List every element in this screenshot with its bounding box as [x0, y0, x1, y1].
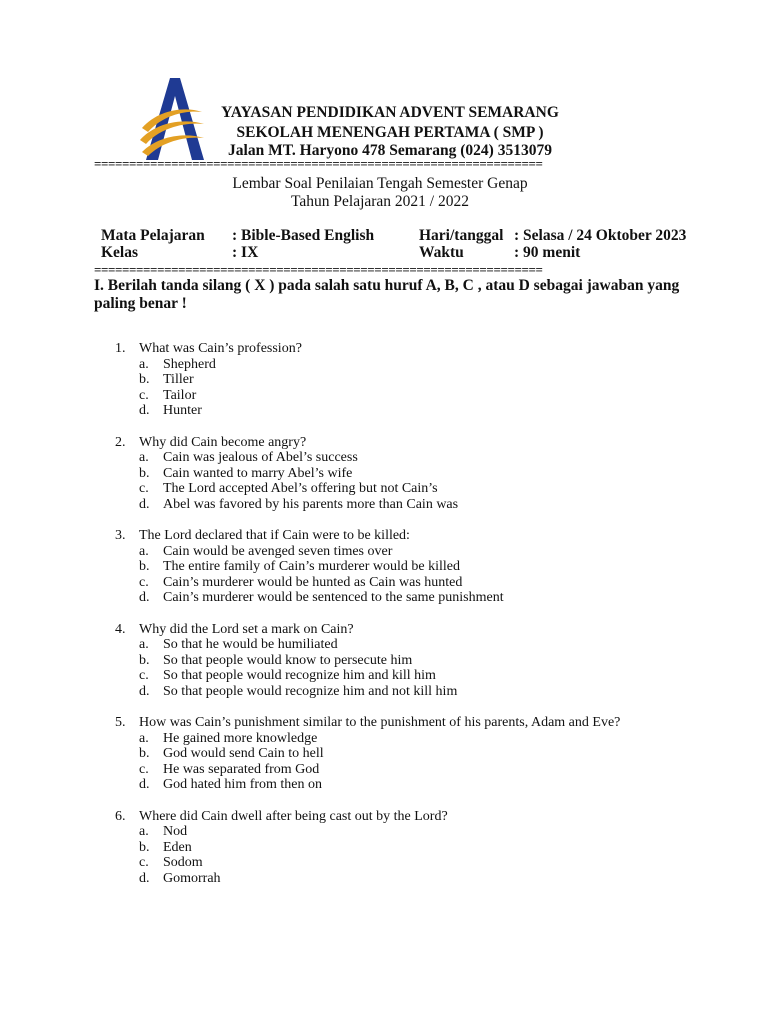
option-text: Gomorrah — [163, 870, 221, 886]
question-number: 2. — [115, 434, 126, 450]
answer-option[interactable] — [0, 450, 768, 466]
option-letter: d. — [139, 496, 150, 512]
question-item — [0, 715, 768, 793]
option-text: Cain’s murderer would be sentenced to the same punishment — [163, 590, 504, 605]
question-item — [0, 528, 768, 606]
subject-label: Mata Pelajaran — [101, 227, 205, 244]
class-value: : IX — [232, 244, 259, 261]
question-list — [0, 341, 768, 902]
answer-option[interactable] — [0, 824, 768, 840]
answer-option[interactable] — [0, 871, 768, 887]
option-letter: b. — [139, 746, 150, 761]
option-letter: c. — [139, 668, 149, 683]
answer-option[interactable] — [0, 388, 768, 404]
answer-option[interactable] — [0, 590, 768, 606]
question-number: 1. — [115, 341, 126, 356]
option-text: So that people would know to persecute him — [163, 652, 413, 668]
option-text: Tailor — [163, 387, 197, 403]
school-logo-icon — [140, 76, 206, 162]
answer-option[interactable] — [0, 637, 768, 653]
option-letter: c. — [139, 574, 149, 590]
answer-option[interactable] — [0, 466, 768, 482]
question-item — [0, 341, 768, 419]
answer-option[interactable] — [0, 684, 768, 700]
answer-option[interactable] — [0, 653, 768, 669]
option-letter: a. — [139, 730, 149, 746]
option-letter: d. — [139, 590, 150, 605]
question-number: 3. — [115, 528, 126, 543]
option-letter: a. — [139, 450, 149, 465]
foundation-name: YAYASAN PENDIDIKAN ADVENT SEMARANG — [221, 104, 559, 121]
school-name: SEKOLAH MENENGAH PERTAMA ( SMP ) — [236, 124, 544, 141]
question-text: The Lord declared that if Cain were to be killed: — [139, 528, 410, 543]
answer-option[interactable] — [0, 668, 768, 684]
answer-option[interactable] — [0, 777, 768, 793]
answer-option[interactable] — [0, 762, 768, 778]
option-text: The Lord accepted Abel’s offering but not Cain’s — [163, 481, 438, 496]
option-letter: b. — [139, 465, 150, 481]
exam-title: Lembar Soal Penilaian Tengah Semester Genap — [232, 175, 528, 192]
option-text: Cain was jealous of Abel’s success — [163, 450, 358, 465]
answer-option[interactable] — [0, 497, 768, 513]
option-text: Cain wanted to marry Abel’s wife — [163, 465, 353, 481]
date-value: : Selasa / 24 Oktober 2023 — [514, 227, 687, 244]
question-number: 6. — [115, 808, 126, 824]
option-letter: a. — [139, 637, 149, 652]
option-letter: a. — [139, 543, 149, 559]
answer-option[interactable] — [0, 559, 768, 575]
option-letter: b. — [139, 839, 150, 855]
option-text: Eden — [163, 839, 192, 855]
option-letter: d. — [139, 403, 150, 418]
time-value: : 90 menit — [514, 244, 581, 261]
question-number: 5. — [115, 715, 126, 730]
question-number: 4. — [115, 621, 126, 637]
answer-option[interactable] — [0, 855, 768, 871]
option-text: He gained more knowledge — [163, 730, 318, 746]
option-text: Cain’s murderer would be hunted as Cain was hunted — [163, 574, 463, 590]
option-letter: c. — [139, 387, 149, 403]
option-letter: b. — [139, 652, 150, 668]
option-text: Tiller — [163, 372, 194, 387]
answer-option[interactable] — [0, 544, 768, 560]
answer-option[interactable] — [0, 746, 768, 762]
answer-option[interactable] — [0, 575, 768, 591]
school-address: Jalan MT. Haryono 478 Semarang (024) 3513079 — [228, 142, 552, 159]
option-text: So that people would recognize him and not kill him — [163, 683, 458, 699]
question-item — [0, 435, 768, 513]
question-item — [0, 809, 768, 887]
answer-option[interactable] — [0, 840, 768, 856]
answer-option[interactable] — [0, 403, 768, 419]
option-text: The entire family of Cain’s murderer would be killed — [163, 559, 461, 574]
option-text: Abel was favored by his parents more than Cain was — [163, 496, 459, 512]
option-letter: d. — [139, 683, 150, 699]
question-text: What was Cain’s profession? — [139, 341, 302, 356]
option-letter: a. — [139, 824, 149, 839]
option-text: Hunter — [163, 403, 202, 418]
instruction-text: I. Berilah tanda silang ( X ) pada salah satu huruf A, B, C , atau D sebagai jawaban yang paling benar ! — [94, 277, 680, 312]
option-text: God hated him from then on — [163, 777, 323, 792]
option-text: So that people would recognize him and kill him — [163, 668, 436, 683]
option-text: Shepherd — [163, 356, 216, 372]
option-letter: a. — [139, 356, 149, 372]
time-label: Waktu — [419, 244, 464, 261]
option-text: God would send Cain to hell — [163, 746, 324, 761]
option-text: He was separated from God — [163, 761, 320, 777]
question-text: Why did Cain become angry? — [139, 434, 307, 450]
option-text: Nod — [163, 824, 188, 839]
answer-option[interactable] — [0, 372, 768, 388]
question-text: How was Cain’s punishment similar to the punishment of his parents, Adam and Eve? — [139, 715, 621, 730]
subject-value: : Bible-Based English — [232, 227, 375, 244]
option-letter: b. — [139, 559, 150, 574]
divider-bottom: ================================================================ — [94, 263, 543, 277]
answer-option[interactable] — [0, 357, 768, 373]
answer-option[interactable] — [0, 481, 768, 497]
option-letter: d. — [139, 777, 150, 792]
option-letter: b. — [139, 372, 150, 387]
class-label: Kelas — [101, 244, 139, 261]
answer-option[interactable] — [0, 731, 768, 747]
date-label: Hari/tanggal — [419, 227, 504, 244]
question-text: Where did Cain dwell after being cast out by the Lord? — [139, 808, 448, 824]
question-item — [0, 622, 768, 700]
option-letter: d. — [139, 870, 150, 886]
option-letter: c. — [139, 481, 149, 496]
option-text: Sodom — [163, 855, 203, 870]
option-text: So that he would be humiliated — [163, 637, 338, 652]
option-letter: c. — [139, 855, 149, 870]
question-text: Why did the Lord set a mark on Cain? — [139, 621, 354, 637]
academic-year: Tahun Pelajaran 2021 / 2022 — [291, 193, 469, 210]
option-text: Cain would be avenged seven times over — [163, 543, 393, 559]
option-letter: c. — [139, 761, 149, 777]
divider-top: ================================================================ — [94, 157, 543, 171]
